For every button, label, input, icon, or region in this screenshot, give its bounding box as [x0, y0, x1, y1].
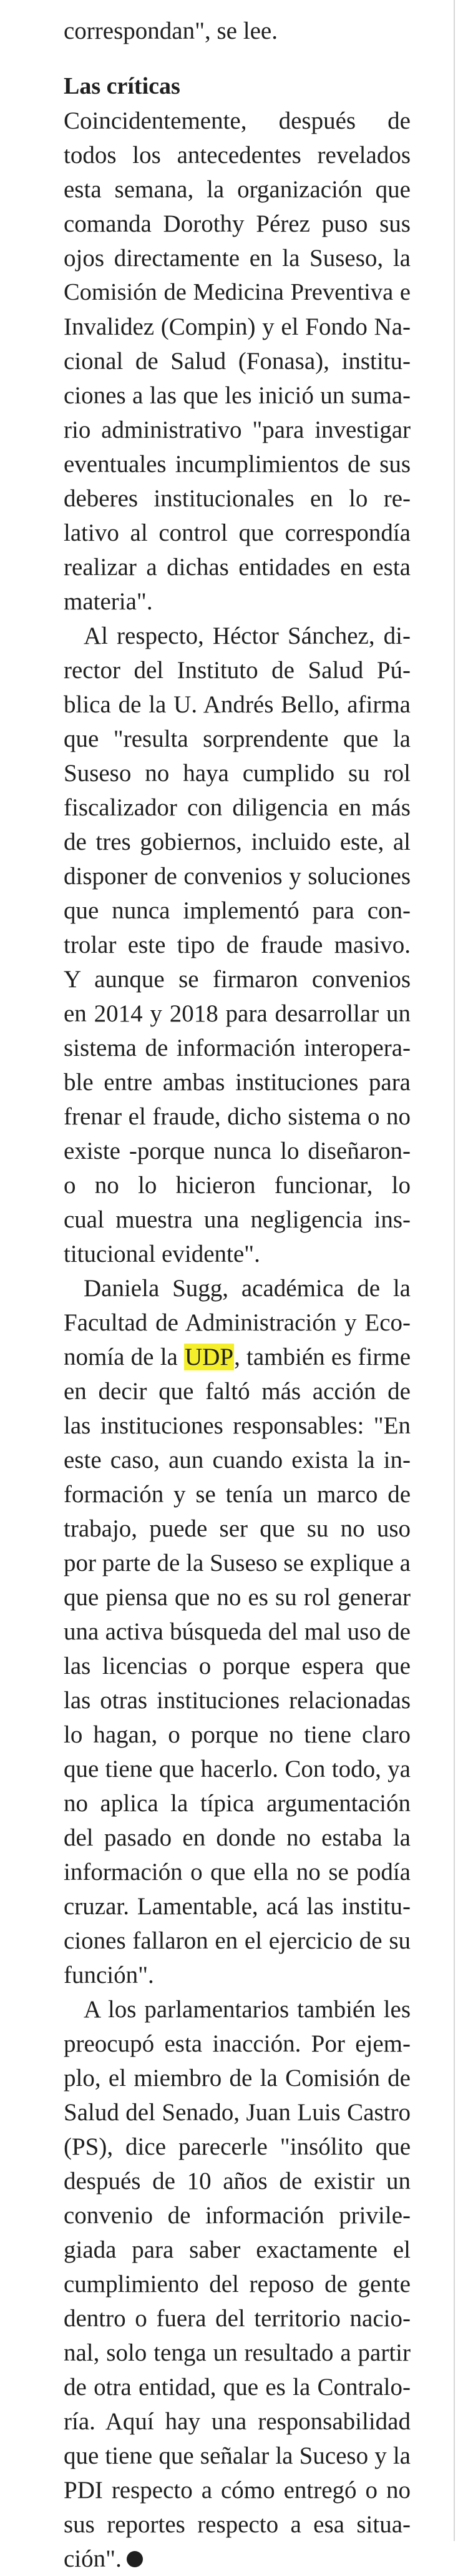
text-line: que tiene que señalar la Suceso y la: [64, 2442, 411, 2469]
text-line: Facultad de Administración y Eco-: [64, 1309, 411, 1336]
text-line: no aplica la típica argumentación: [64, 1790, 411, 1817]
text-line: las otras instituciones relacionadas: [64, 1687, 411, 1714]
text-line: Daniela Sugg, académica de la: [84, 1275, 411, 1302]
filled-circle-end-mark-icon: [127, 2551, 143, 2567]
text-line: Comisión de Medicina Preventiva e: [64, 279, 411, 305]
text-line: que "resulta sorprendente que la: [64, 725, 411, 752]
text-line: giada para saber exactamente el: [64, 2236, 411, 2263]
text-fragment: ción".: [64, 2545, 122, 2572]
text-line: titucional evidente".: [64, 1241, 260, 1267]
text-line: convenio de información privile-: [64, 2202, 411, 2229]
text-line: que piensa que no es su rol generar: [64, 1584, 411, 1611]
text-line: ría. Aquí hay una responsabilidad: [64, 2408, 411, 2435]
text-line: Y aunque se firmaron convenios: [64, 966, 411, 993]
text-line: sus reportes respecto a esa situa-: [64, 2511, 411, 2538]
text-line: cional de Salud (Fonasa), institu-: [64, 348, 411, 375]
text-line: realizar a dichas entidades en esta: [64, 554, 411, 581]
text-line: las licencias o porque espera que: [64, 1653, 411, 1679]
text-line: las instituciones responsables: "En: [64, 1412, 411, 1439]
text-line: una activa búsqueda del mal uso de: [64, 1618, 411, 1645]
text-line: ojos directamente en la Suseso, la: [64, 245, 411, 272]
text-fragment: nomía de la: [64, 1344, 185, 1370]
text-line: trabajo, puede ser que su no uso: [64, 1515, 411, 1542]
text-line: frenar el fraude, dicho sistema o no: [64, 1103, 411, 1130]
text-line: PDI respecto a cómo entregó o no: [64, 2477, 411, 2504]
text-line: sistema de información interopera-: [64, 1035, 411, 1061]
text-line: deberes institucionales en lo re-: [64, 485, 411, 512]
text-line: ciones fallaron en el ejercicio de su: [64, 1927, 411, 1954]
text-line: Salud del Senado, Juan Luis Castro: [64, 2099, 411, 2126]
text-line: dentro o fuera del territorio nacio-: [64, 2305, 411, 2332]
text-line: (PS), dice parecerle "insólito que: [64, 2133, 411, 2160]
text-line: plo, el miembro de la Comisión de: [64, 2065, 411, 2092]
text-line: cual muestra una negligencia ins-: [64, 1206, 411, 1233]
text-line: Coincidentemente, después de: [64, 107, 411, 134]
text-line-with-highlight: [64, 1340, 411, 1374]
final-line: [64, 2542, 411, 2576]
text-line: materia".: [64, 588, 153, 615]
section-heading: Las críticas: [64, 73, 180, 99]
text-line: Suseso no haya cumplido su rol: [64, 760, 411, 787]
paragraph-3: [64, 1271, 411, 1992]
text-line: trolar este tipo de fraude masivo.: [64, 932, 411, 958]
paragraph-2: [64, 619, 411, 1271]
highlighted-term-udp: UDP: [185, 1344, 234, 1370]
text-line: en 2014 y 2018 para desarrollar un: [64, 1000, 411, 1027]
text-line: que nunca implementó para con-: [64, 897, 411, 924]
text-line: de otra entidad, que es la Contralo-: [64, 2374, 411, 2401]
paragraph-1: [64, 104, 411, 619]
text-line: información o que ella no se podía: [64, 1859, 411, 1885]
text-line: de tres gobiernos, incluido este, al: [64, 828, 411, 855]
text-line: cumplimiento del reposo de gente: [64, 2271, 411, 2298]
text-line: fiscalizador con diligencia en más: [64, 794, 411, 821]
text-line: eventuales incumplimientos de sus: [64, 451, 411, 478]
text-line: blica de la U. Andrés Bello, afirma: [64, 691, 411, 718]
text-line: lativo al control que correspondía: [64, 519, 411, 546]
text-line: cruzar. Lamentable, acá las institu-: [64, 1893, 411, 1920]
column-divider: [454, 0, 455, 2541]
text-line: rio administrativo "para investigar: [64, 416, 411, 443]
text-line: formación y se tenía un marco de: [64, 1481, 411, 1508]
text-line: Invalidez (Compin) y el Fondo Na-: [64, 313, 411, 340]
text-line: del pasado en donde no estaba la: [64, 1824, 411, 1851]
text-line: nal, solo tenga un resultado a partir: [64, 2339, 411, 2366]
text-line: después de 10 años de existir un: [64, 2168, 411, 2195]
text-line: este caso, aun cuando exista la in-: [64, 1447, 411, 1473]
text-line: ble entre ambas instituciones para: [64, 1069, 411, 1096]
text-line: A los parlamentarios también les: [84, 1996, 411, 2023]
intro-line: correspondan", se lee.: [64, 17, 278, 44]
text-line: disponer de convenios y soluciones: [64, 863, 411, 890]
text-line: en decir que faltó más acción de: [64, 1378, 411, 1405]
paragraph-4: [64, 1992, 411, 2576]
text-line: función".: [64, 1962, 154, 1989]
text-line: comanda Dorothy Pérez puso sus: [64, 210, 411, 237]
text-line: o no lo hicieron funcionar, lo: [64, 1172, 411, 1199]
text-line: que tiene que hacerlo. Con todo, ya: [64, 1756, 411, 1782]
text-line: Al respecto, Héctor Sánchez, di-: [84, 622, 411, 649]
text-line: todos los antecedentes revelados: [64, 142, 411, 169]
text-line: ciones a las que les inició un suma-: [64, 382, 411, 409]
text-line: existe -porque nunca lo diseñaron-: [64, 1138, 411, 1164]
text-line: por parte de la Suseso se explique a: [64, 1550, 411, 1576]
article-column: [64, 14, 411, 2576]
text-line: lo hagan, o porque no tiene claro: [64, 1721, 411, 1748]
text-line: esta semana, la organización que: [64, 176, 411, 203]
text-line: preocupó esta inacción. Por ejem-: [64, 2030, 411, 2057]
text-line: rector del Instituto de Salud Pú-: [64, 657, 411, 684]
text-fragment: , también es firme: [234, 1344, 411, 1370]
